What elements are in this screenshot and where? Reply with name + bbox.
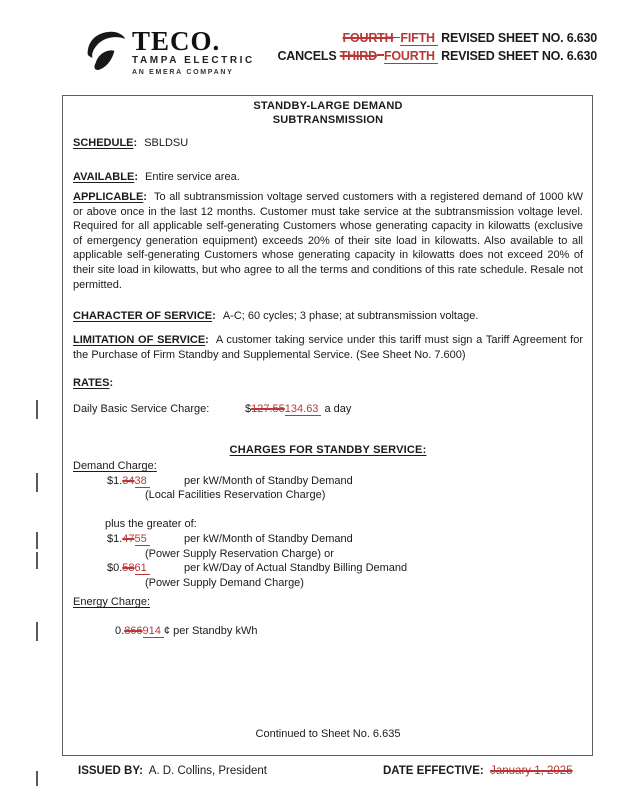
- tariff-sheet-box: [62, 95, 593, 756]
- logo-subtitle: TAMPA ELECTRIC: [132, 55, 255, 66]
- rate-1-note: (Local Facilities Reservation Charge): [145, 489, 326, 502]
- applicable-paragraph: APPLICABLE: To all subtransmission voltage served customers with a registered demand of 1000 kW or above once in the last 12 months. Customer must take service at the subtransmission voltage level. Required for all applicable self-generating Customers whose generating capacity in kilowatts (exclusive of emergency generation equipment) exceeds 20% of their site load in kilowatts. Also available to all applicable self-generating Customers whose generating capacity in kilowatts does not exceed 20% of their site load in kilowatts, but who agree to all the terms and conditions of this rate schedule. Resale not permitted.: [73, 191, 583, 291]
- limitation-of-service-text: A customer taking service under this tariff must sign a Tariff Agreement for the Purchase of Firm Standby and Supplemental Service. (See Sheet No. 7.600): [73, 334, 583, 361]
- schedule-value: SBLDSU: [144, 137, 189, 149]
- issued-by-label: ISSUED BY:: [78, 765, 143, 777]
- energy-charge-rate: 0.866914 ¢ per Standby kWh: [115, 625, 258, 637]
- rate-2-note: (Power Supply Reservation Charge) or: [145, 547, 334, 560]
- issued-by: [78, 765, 267, 777]
- schedule-row: SCHEDULE: SBLDSU: [73, 137, 189, 149]
- rates-heading: RATES:: [73, 377, 114, 389]
- applicable-text: To all subtransmission voltage served customers with a registered demand of 1000 kW or above once in the last 12 months. Customer must take service at the subtransmission voltage level. Required for all applicable self-generating Customers whose generating capacity in kilowatts (exclusive of emergency generation equipment) exceeds 20% of their site load in kilowatts. Also available to all applicable self-generating Customers whose generating capacity in kilowatts does not exceed 20% of their site load in kilowatts, but who agree to all the terms and conditions of this rate schedule. Resale not permitted.: [73, 191, 583, 291]
- title-line-1: STANDBY-LARGE DEMAND: [253, 100, 403, 112]
- change-bar: [36, 622, 38, 641]
- limitation-of-service-paragraph: LIMITATION OF SERVICE: A customer taking service under this tariff must sign a Tariff Agreement for the Purchase of Firm Standby and Supplemental Service. (See Sheet No. 7.600): [73, 334, 583, 361]
- available-label: AVAILABLE: [73, 171, 135, 183]
- demand-rate-3: $0.5861 per kW/Day of Actual Standby Billing Demand: [107, 562, 408, 575]
- teco-logo-mark-icon: [85, 28, 127, 76]
- demand-rate-2: $1.4755 per kW/Month of Standby Demand: [107, 532, 353, 545]
- cancelled-rest-text: REVISED SHEET NO. 6.630: [441, 48, 597, 63]
- applicable-label: APPLICABLE: [73, 191, 144, 203]
- revision-header: [277, 30, 597, 65]
- demand-rate-1: $1.3438 per kW/Month of Standby Demand: [107, 474, 353, 487]
- daily-rate-suffix: a day: [321, 403, 352, 415]
- spacer-line: [73, 503, 583, 518]
- date-effective-value: January 1, 2025: [490, 765, 573, 777]
- limitation-of-service-label: LIMITATION OF SERVICE: [73, 334, 206, 346]
- rate-3-note: (Power Supply Demand Charge): [145, 576, 304, 589]
- available-row: AVAILABLE: Entire service area.: [73, 171, 240, 183]
- document-title: [73, 100, 583, 127]
- new-daily-rate: 134.63: [285, 403, 322, 416]
- revision-line-2: [277, 48, 597, 66]
- daily-basic-service-charge-row: [73, 402, 583, 417]
- rate-3-description: per kW/Day of Actual Standby Billing Demand: [184, 562, 408, 575]
- old-rate-2: 47: [122, 532, 135, 545]
- logo-name: TECO.: [132, 26, 221, 56]
- title-line-2: SUBTRANSMISSION: [272, 113, 384, 126]
- schedule-label: SCHEDULE: [73, 137, 134, 149]
- cancels-text: CANCELS: [277, 48, 337, 63]
- new-rate-3: 61: [135, 562, 150, 575]
- logo-tagline: AN EMERA COMPANY: [132, 69, 234, 76]
- character-of-service-label: CHARACTER OF SERVICE: [73, 310, 213, 322]
- revision-line-1: [277, 30, 597, 48]
- currency-prefix: $: [245, 403, 252, 415]
- new-cancelled-text: FOURTH: [384, 49, 438, 64]
- issued-by-value: A. D. Collins, President: [148, 765, 267, 777]
- new-energy-rate: 914: [143, 625, 164, 638]
- plus-the-greater-of-line: plus the greater of:: [105, 518, 197, 531]
- rate-2-description: per kW/Month of Standby Demand: [184, 532, 353, 545]
- new-rate-1: 38: [135, 475, 150, 488]
- change-bar: [36, 400, 38, 419]
- charges-for-standby-heading: CHARGES FOR STANDBY SERVICE:: [229, 444, 427, 456]
- available-value: Entire service area.: [144, 171, 240, 183]
- old-rate-1: 34: [122, 474, 135, 487]
- continued-to-sheet-note: Continued to Sheet No. 6.635: [255, 728, 401, 740]
- energy-charge-heading: Energy Charge:: [73, 596, 151, 608]
- old-cancelled-text: THIRD: [340, 49, 384, 63]
- teco-logo: [85, 28, 255, 76]
- change-bar: [36, 771, 38, 786]
- old-energy-rate: 866: [124, 625, 143, 637]
- change-bar: [36, 552, 38, 569]
- old-rate-3: 58: [122, 562, 135, 575]
- rate-1-description: per kW/Month of Standby Demand: [184, 474, 353, 487]
- date-effective-label: DATE EFFECTIVE:: [383, 765, 484, 777]
- change-bar: [36, 532, 38, 549]
- change-bar: [36, 473, 38, 492]
- daily-charge-label: Daily Basic Service Charge:: [73, 403, 210, 415]
- old-revision-text: FOURTH: [343, 31, 401, 45]
- demand-charge-section: [73, 459, 583, 590]
- character-of-service-row: CHARACTER OF SERVICE: A-C; 60 cycles; 3 phase; at subtransmission voltage.: [73, 310, 479, 322]
- energy-rate-suffix: ¢ per Standby kWh: [163, 625, 258, 637]
- date-effective: [383, 765, 573, 777]
- new-rate-2: 55: [135, 533, 150, 546]
- old-daily-rate: 127.55: [251, 403, 285, 415]
- demand-charge-heading: Demand Charge:: [73, 460, 157, 472]
- character-of-service-text: A-C; 60 cycles; 3 phase; at subtransmission voltage.: [222, 310, 479, 322]
- revision-rest-text: REVISED SHEET NO. 6.630: [441, 31, 597, 45]
- new-revision-text: FIFTH: [400, 31, 437, 46]
